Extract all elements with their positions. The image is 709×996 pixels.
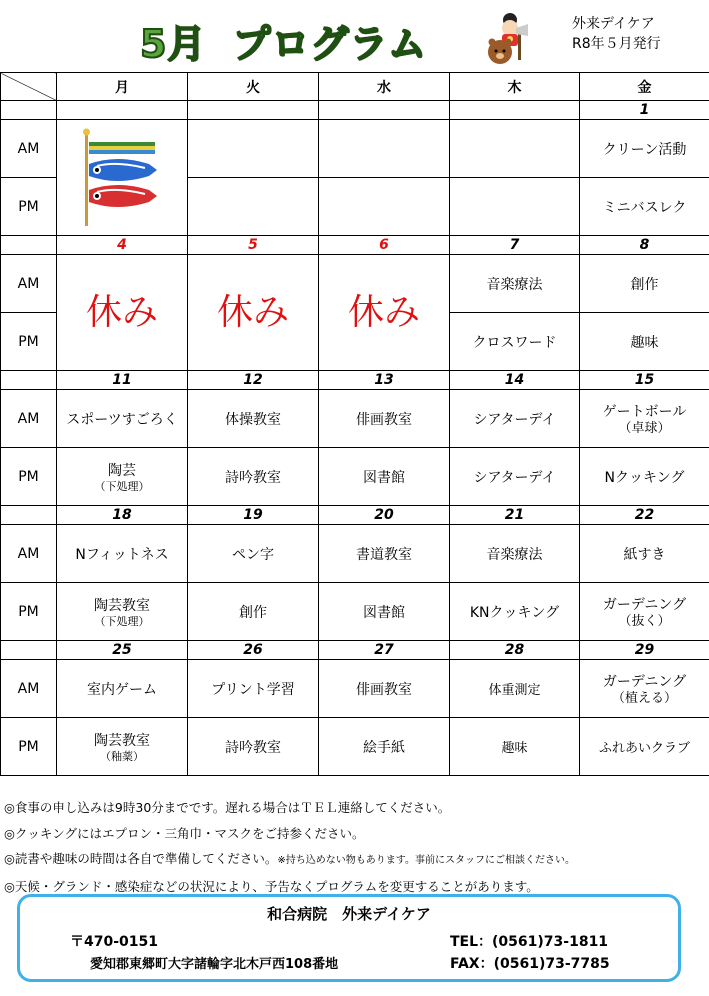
am-row <box>1 255 709 313</box>
date-cell <box>450 101 580 120</box>
activity-cell: ふれあいクラブ <box>580 718 709 776</box>
date-cell: 19 <box>188 506 319 525</box>
holiday-cell <box>319 255 450 371</box>
am-label: AM <box>1 390 57 448</box>
activity-cell: クロスワード <box>450 313 580 371</box>
activity-cell: 体重測定 <box>450 660 580 718</box>
note-weather: ◎天候・グランド・感染症などの状況により、予告なくプログラムを変更することがあります。 <box>4 878 539 894</box>
activity-cell <box>188 120 319 178</box>
weekday-tue: 火 <box>188 73 319 101</box>
activity-cell: 趣味 <box>450 718 580 776</box>
weekday-thu: 木 <box>450 73 580 101</box>
date-cell: 15 <box>580 371 709 390</box>
activity-cell: Nフィットネス <box>57 525 188 583</box>
activity-label: 陶芸教室 <box>94 597 150 614</box>
title-program: プログラム <box>232 21 428 66</box>
date-row-label <box>1 236 57 255</box>
note-cooking: ◎クッキングにはエプロン・三角巾・マスクをご持参ください。 <box>4 825 365 841</box>
date-row-label <box>1 101 57 120</box>
activity-cell: ミニバスレク <box>580 178 709 236</box>
holiday-label: 休み <box>85 291 158 333</box>
pm-label: PM <box>1 583 57 641</box>
date-cell <box>319 101 450 120</box>
phone-number: TEL：(0561)73-1811 <box>450 934 609 950</box>
date-cell: 8 <box>580 236 709 255</box>
activity-cell <box>450 120 580 178</box>
activity-cell <box>319 178 450 236</box>
date-cell: 25 <box>57 641 188 660</box>
activity-cell <box>57 448 188 506</box>
date-cell: 28 <box>450 641 580 660</box>
pm-row <box>1 718 709 776</box>
am-row <box>1 390 709 448</box>
date-row <box>1 101 709 120</box>
date-cell: 12 <box>188 371 319 390</box>
date-cell: 7 <box>450 236 580 255</box>
activity-label: ゲートボール <box>602 403 687 420</box>
activity-cell <box>450 178 580 236</box>
activity-cell: 室内ゲーム <box>57 660 188 718</box>
activity-sub: （下処理） <box>94 614 150 628</box>
activity-cell: 詩吟教室 <box>188 718 319 776</box>
activity-sub: （下処理） <box>94 479 150 493</box>
weekday-mon: 月 <box>57 73 188 101</box>
date-cell <box>188 101 319 120</box>
activity-cell <box>57 718 188 776</box>
date-cell <box>57 101 188 120</box>
contact-box <box>17 894 681 982</box>
activity-cell: 音楽療法 <box>450 525 580 583</box>
am-row <box>1 120 709 178</box>
date-row <box>1 506 709 525</box>
date-cell-holiday: 6 <box>319 236 450 255</box>
activity-sub: （植える） <box>611 690 677 706</box>
weekday-header-row <box>1 73 709 101</box>
date-cell: 21 <box>450 506 580 525</box>
issue-date: R8年５月発行 <box>572 36 661 52</box>
org-name: 外来デイケア <box>572 16 655 32</box>
activity-cell: 俳画教室 <box>319 660 450 718</box>
date-cell: 18 <box>57 506 188 525</box>
pm-label: PM <box>1 448 57 506</box>
date-cell: 26 <box>188 641 319 660</box>
corner-cell <box>1 73 57 101</box>
note-reading-caveat: ※持ち込めない物もあります。事前にスタッフにご相談ください。 <box>277 855 576 866</box>
note-meal: ◎食事の申し込みは9時30分までです。遅れる場合はＴＥＬ連絡してください。 <box>4 800 451 815</box>
holiday-cell <box>188 255 319 371</box>
activity-sub: （卓球） <box>618 420 671 436</box>
activity-label: ガーデニング <box>602 673 687 690</box>
date-row <box>1 236 709 255</box>
activity-cell: 体操教室 <box>188 390 319 448</box>
schedule-table <box>0 72 709 776</box>
date-cell: 29 <box>580 641 709 660</box>
activity-label: ガーデニング <box>602 596 687 613</box>
postal-code: 〒470-0151 <box>70 934 158 950</box>
activity-cell: シアターデイ <box>450 390 580 448</box>
kintaro-bear-illustration <box>478 8 538 68</box>
am-label: AM <box>1 120 57 178</box>
activity-cell <box>580 660 709 718</box>
activity-cell: プリント学習 <box>188 660 319 718</box>
pm-label: PM <box>1 718 57 776</box>
am-label: AM <box>1 525 57 583</box>
activity-cell: クリーン活動 <box>580 120 709 178</box>
activity-cell <box>57 583 188 641</box>
activity-cell: 紙すき <box>580 525 709 583</box>
am-label: AM <box>1 255 57 313</box>
activity-cell: 音楽療法 <box>450 255 580 313</box>
note-reading-main: ◎読書や趣味の時間は各自で準備してください。 <box>4 851 278 866</box>
date-cell: 1 <box>580 101 709 120</box>
date-cell: 11 <box>57 371 188 390</box>
date-row <box>1 371 709 390</box>
activity-cell: 俳画教室 <box>319 390 450 448</box>
date-row <box>1 641 709 660</box>
pm-label: PM <box>1 313 57 371</box>
koinobori-illustration <box>77 128 167 228</box>
activity-sub: （釉薬） <box>100 749 144 763</box>
holiday-label: 休み <box>216 291 289 333</box>
activity-cell: KNクッキング <box>450 583 580 641</box>
am-row <box>1 660 709 718</box>
activity-cell: 創作 <box>188 583 319 641</box>
fax-number: FAX：(0561)73-7785 <box>450 956 610 972</box>
activity-cell: スポーツすごろく <box>57 390 188 448</box>
activity-cell: 趣味 <box>580 313 709 371</box>
activity-cell <box>580 583 709 641</box>
date-row-label <box>1 641 57 660</box>
activity-cell <box>188 178 319 236</box>
activity-label: 陶芸 <box>108 462 136 479</box>
activity-cell: 創作 <box>580 255 709 313</box>
date-cell: 13 <box>319 371 450 390</box>
activity-label: 陶芸教室 <box>94 732 150 749</box>
activity-cell: 絵手紙 <box>319 718 450 776</box>
title-month: 5月 <box>140 21 207 66</box>
koinobori-cell <box>57 120 188 236</box>
date-cell: 27 <box>319 641 450 660</box>
date-cell-holiday: 4 <box>57 236 188 255</box>
pm-row <box>1 583 709 641</box>
holiday-cell <box>57 255 188 371</box>
activity-sub: （抜く） <box>618 613 671 629</box>
date-cell: 14 <box>450 371 580 390</box>
date-row-label <box>1 506 57 525</box>
facility-name: 和合病院 外来デイケア <box>267 905 431 923</box>
activity-cell <box>319 120 450 178</box>
pm-label: PM <box>1 178 57 236</box>
activity-cell: 図書館 <box>319 583 450 641</box>
activity-cell: Nクッキング <box>580 448 709 506</box>
page-title <box>140 12 480 68</box>
header-info <box>572 14 661 54</box>
activity-cell: ペン字 <box>188 525 319 583</box>
address: 愛知郡東郷町大字諸輪字北木戸西108番地 <box>90 957 339 972</box>
activity-cell: 書道教室 <box>319 525 450 583</box>
activity-cell <box>580 390 709 448</box>
notes-list <box>4 795 575 899</box>
holiday-label: 休み <box>347 291 420 333</box>
date-cell-holiday: 5 <box>188 236 319 255</box>
am-label: AM <box>1 660 57 718</box>
date-cell: 20 <box>319 506 450 525</box>
date-cell: 22 <box>580 506 709 525</box>
activity-cell: シアターデイ <box>450 448 580 506</box>
activity-cell: 詩吟教室 <box>188 448 319 506</box>
weekday-fri: 金 <box>580 73 709 101</box>
pm-row <box>1 448 709 506</box>
weekday-wed: 水 <box>319 73 450 101</box>
note-reading <box>4 846 575 874</box>
activity-cell: 図書館 <box>319 448 450 506</box>
am-row <box>1 525 709 583</box>
date-row-label <box>1 371 57 390</box>
